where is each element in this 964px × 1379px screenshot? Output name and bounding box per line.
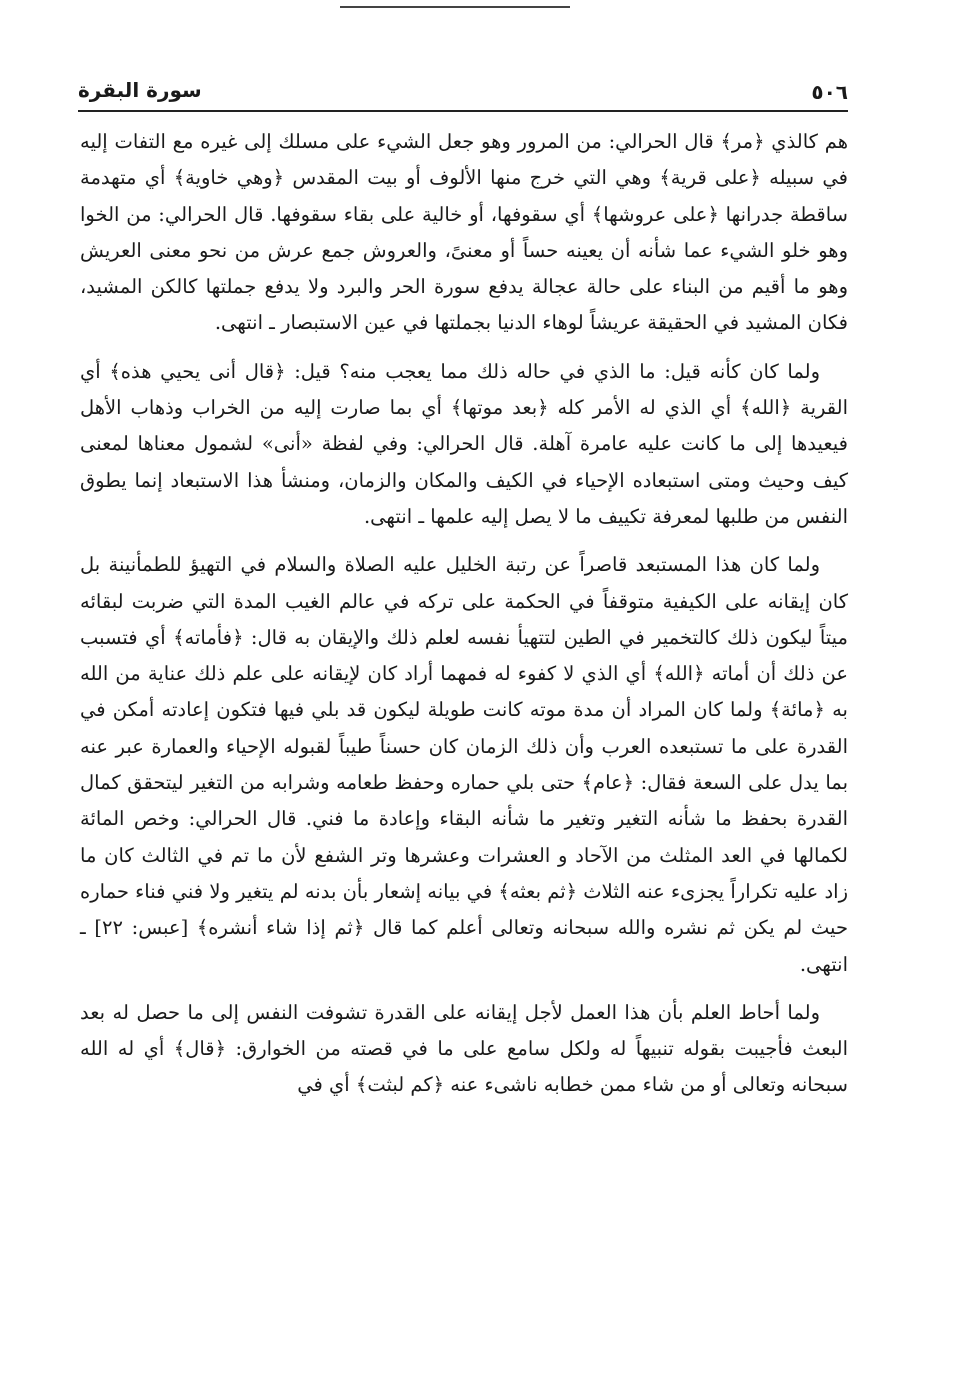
paragraph: هم كالذي ﴿مر﴾ قال الحرالي: من المرور وهو جعل الشيء على مسلك إلى غيره مع التفات إليه في سبيله ﴿على قرية﴾ وهي التي خرج منها الألوف أو بيت المقدس ﴿وهي خاوية﴾ أي متهدمة ساقطة جدرانها ﴿على عروشها﴾ أي سقوفها، أو خالية على بقاء سقوفها. قال الحرالي: من الخوا وهو خلو الشيء عما شأنه أن يعينه حساً أو معنىً، والعروش جمع عرش من نحو معنى العريش وهو ما أقيم من البناء على حالة عجالة يدفع سورة الحر والبرد ولا يدفع جملتها كالكن المشيد، فكان المشيد في الحقيقة عريشاً لوهاء الدنيا بجملتها في عين الاستبصار ـ انتهى.: [80, 130, 848, 335]
paragraph: ولما أحاط العلم بأن هذا العمل لأجل إيقانه على القدرة تشوفت النفس إلى ما حصل له بعد البعث فأجيبت بقوله تنبيهاً له ولكل سامع على ما في قصته من الخوارق: ﴿قال﴾ أي له الله سبحانه وتعالى أو من شاء ممن خطابه ناشىء عنه ﴿كم لبثت﴾ أي في: [80, 1000, 848, 1097]
page-header: [78, 76, 848, 112]
page-number: ٥٠٦: [811, 80, 848, 104]
paragraph: ولما كان هذا المستبعد قاصراً عن رتبة الخليل عليه الصلاة والسلام في التهيؤ للطمأنينة بل كان إيقانه على الكيفية متوقفاً في الحكمة على تركه في عالم الغيب المدة التي ضربت لبقائه ميتاً ليكون ذلك كالتخمير في الطين لتتهيأ نفسه لعلم ذلك والإيقان به قال: ﴿فأماته﴾ أي فتسبب عن ذلك أن أماته ﴿الله﴾ أي الذي لا كفوء له فمهما أراد كان لإيقانه على علم ذلك عناية من الله به ﴿مائة﴾ ولما كان المراد أن مدة موته كانت طويلة ليكون قد بلي فيها فتكون إعادته أمكن في القدرة على ما تستبعده العرب وأن ذلك الزمان كان حسناً طيباً لقبوله الإحياء والعمارة عبر عنه بما يدل على السعة فقال: ﴿عام﴾ حتى بلي حماره وحفظ طعامه وشرابه من التغير ليتحقق كمال القدرة بحفظ ما شأنه التغير وتغير ما شأنه البقاء وإعادة ما فني. قال الحرالي: وخص المائة لكمالها في العد المثلث من الآحاد و العشرات وعشرها وتر الشفع لأن ما تم في الثالث كان ما زاد عليه تكراراً يجزىء عنه الثلاث ﴿ثم بعثه﴾ في بيانه إشعار بأن بدنه لم يتغير ولا فني فناء حماره حيث لم يكن ثم نشره والله سبحانه وتعالى أعلم كما قال ﴿ثم إذا شاء أنشره﴾ [عبس: ٢٢] ـ انتهى.: [80, 553, 848, 976]
paragraph: ولما كان كأنه قيل: ما الذي في حاله ذلك مما يعجب منه؟ قيل: ﴿قال أنى يحيي هذه﴾ أي القرية ﴿الله﴾ أي الذي له الأمر كله ﴿بعد موتها﴾ أي بما صارت إليه من الخراب وذهاب الأهل فيعيدها إلى ما كانت عليه عامرة آهلة. قال الحرالي: وفي لفظة «أنى» لشمول معناها لمعنى كيف وحيث ومتى استبعاده الإحياء في الكيف والمكان والزمان، ومنشأ هذا الاستبعاد إنما يطوق النفس من طلبها لمعرفة تكييف ما لا يصل إليه علمها ـ انتهى.: [80, 359, 848, 528]
top-rule: [340, 6, 570, 8]
running-title: سورة البقرة: [78, 78, 202, 102]
page-body: [80, 124, 848, 1116]
